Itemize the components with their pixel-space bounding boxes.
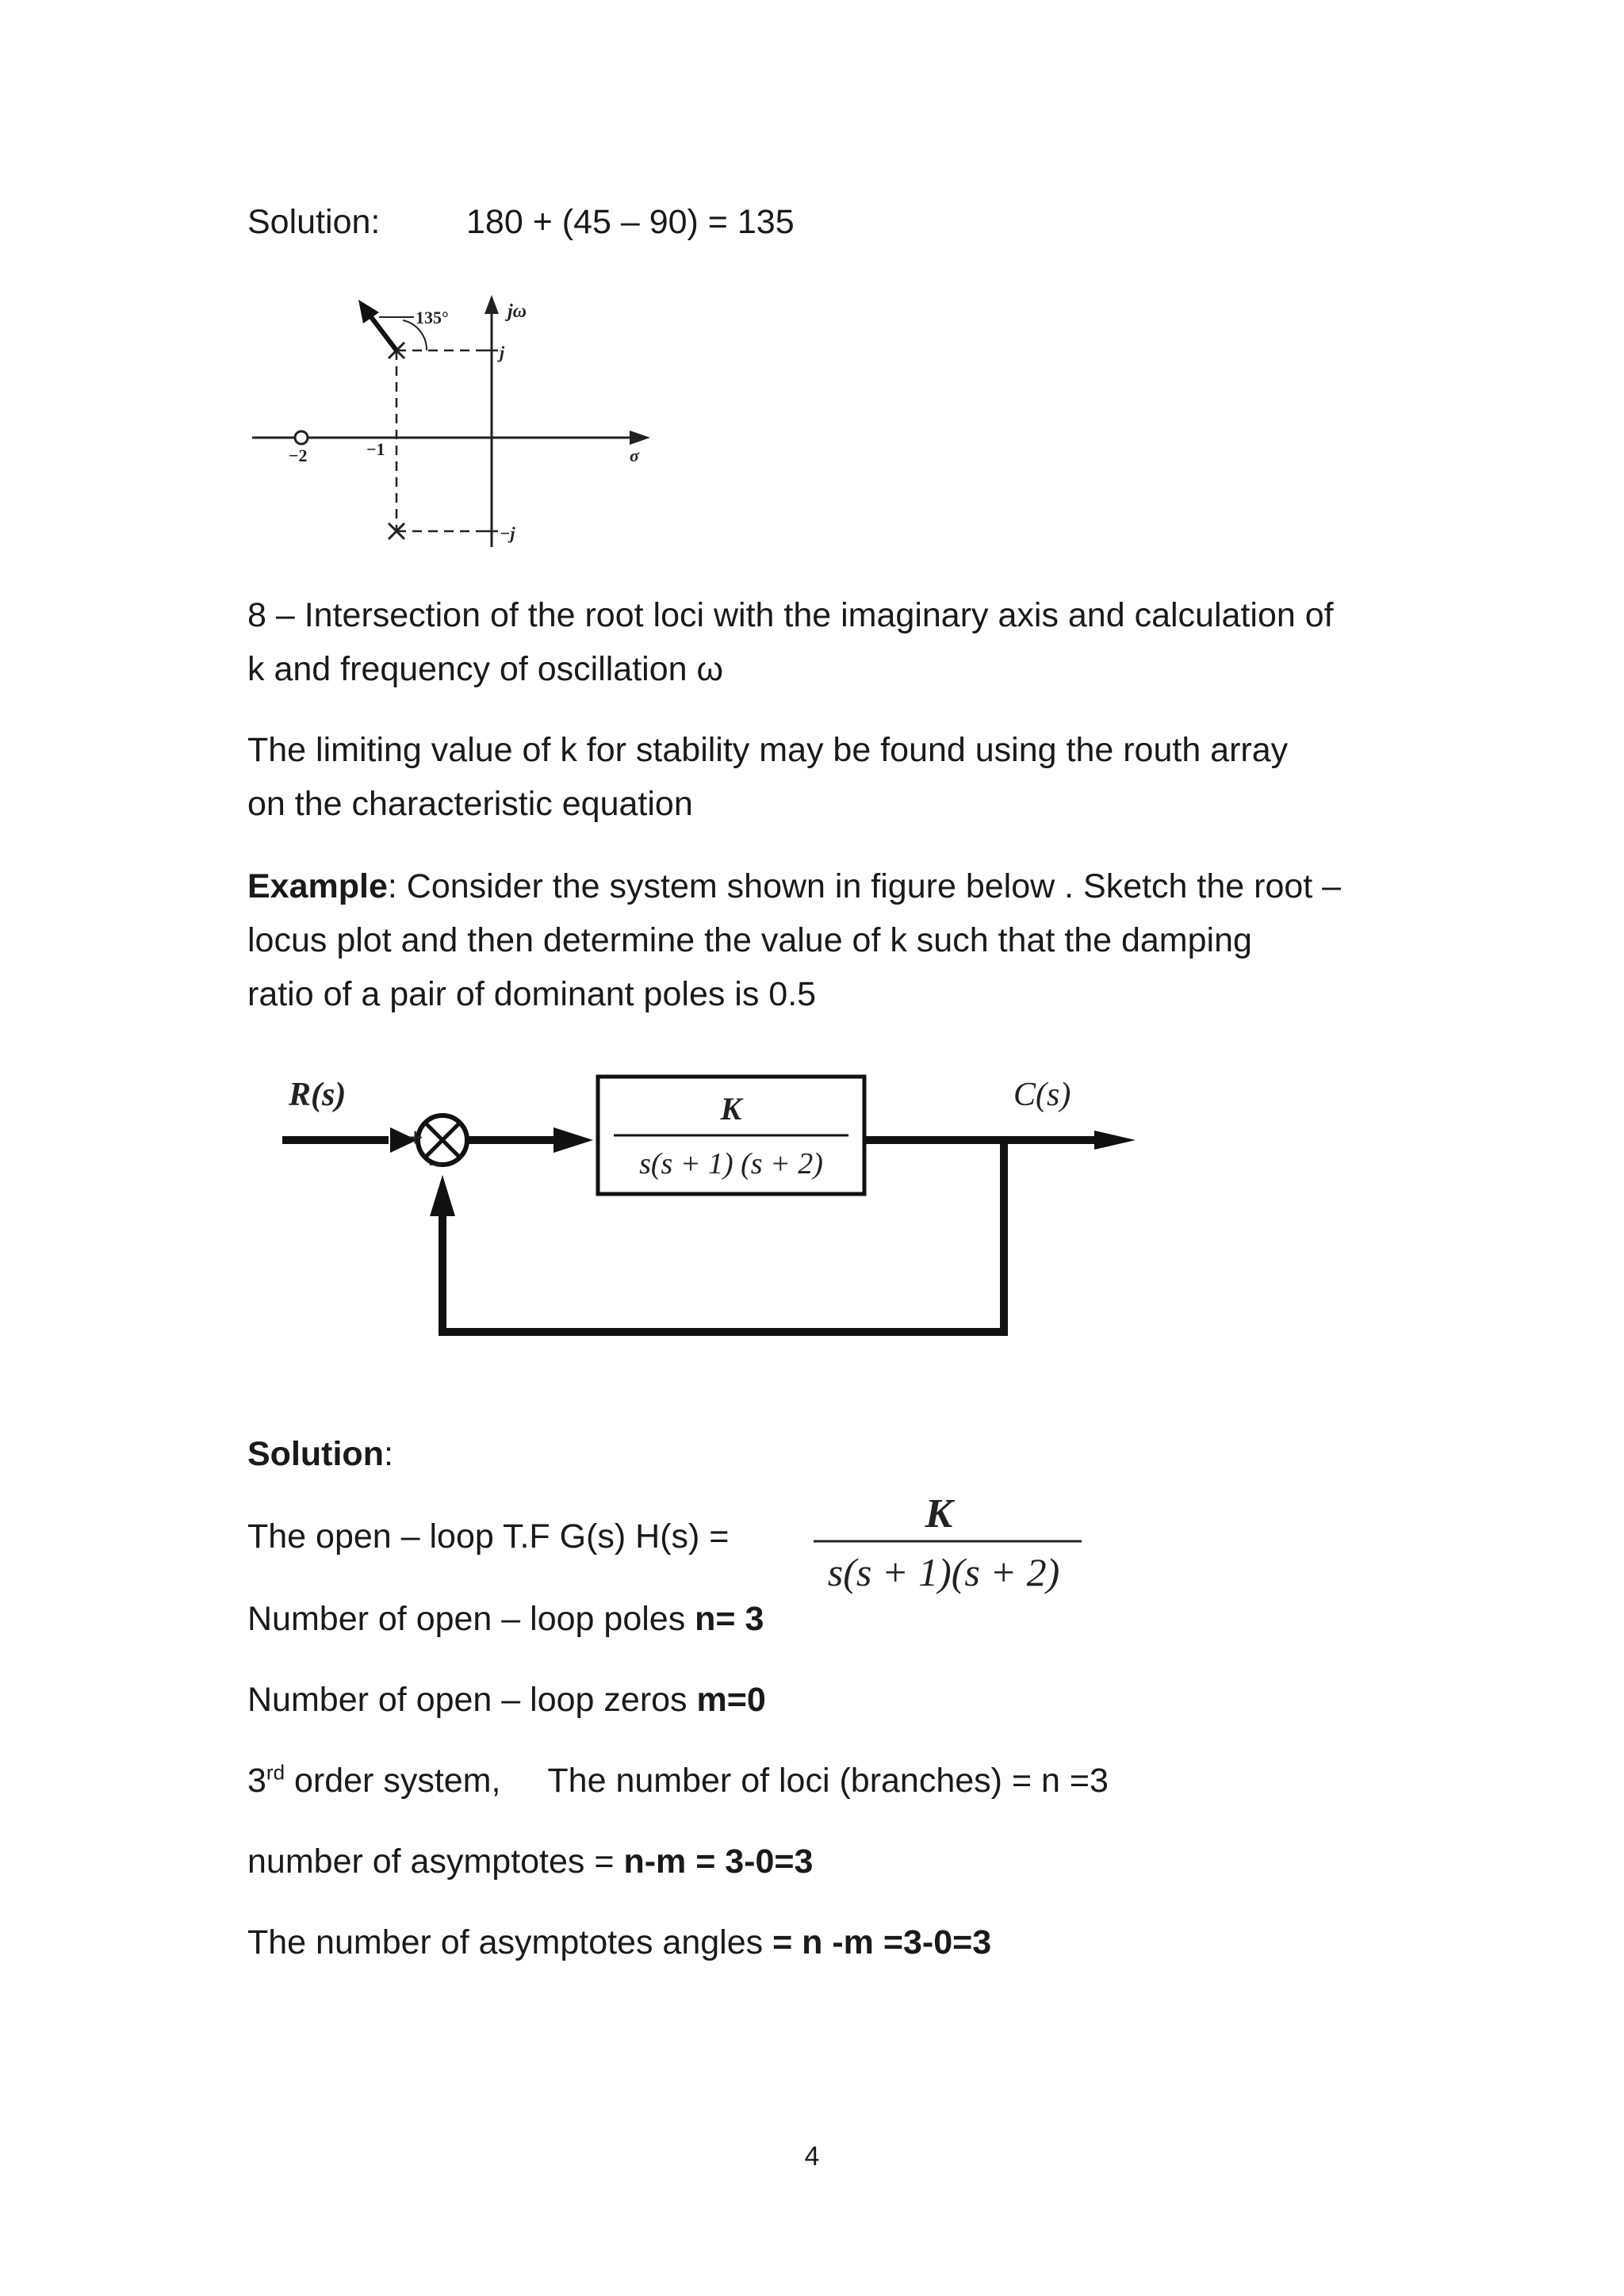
- poles-value: n= 3: [695, 1600, 764, 1638]
- zeros-line: Number of open – loop zeros m=0: [247, 1681, 766, 1719]
- tf-numerator: K: [925, 1491, 953, 1536]
- sigma-label: σ: [630, 446, 639, 465]
- asymptotes-value: n-m = 3-0=3: [623, 1843, 814, 1881]
- real-axis-arrow: [630, 430, 650, 445]
- example-label: Example: [247, 867, 388, 905]
- forward-arrowhead: [553, 1127, 593, 1153]
- block-numerator: K: [720, 1091, 742, 1127]
- solution-label: Solution:: [247, 203, 381, 241]
- tf-text: The open – loop T.F G(s) H(s) =: [247, 1517, 730, 1556]
- j-label: j: [500, 342, 505, 362]
- asymptote-angles-value: = n -m =3-0=3: [772, 1923, 992, 1961]
- angle-of-departure-figure: [238, 285, 666, 563]
- tf-fraction: [809, 1483, 1102, 1601]
- minus-sign: −: [428, 1150, 444, 1180]
- angle-label: 135°: [416, 308, 449, 327]
- solution2-label: Solution: [247, 1435, 384, 1473]
- neg2-label: −2: [289, 446, 308, 465]
- poles-line: Number of open – loop poles n= 3: [247, 1600, 764, 1638]
- block-diagram: [270, 1054, 1158, 1348]
- zero-marker: [295, 431, 308, 444]
- feedback-arrowhead: [430, 1175, 455, 1216]
- solution2-heading: Solution:: [247, 1435, 393, 1473]
- example-line3: ratio of a pair of dominant poles is 0.5: [247, 975, 817, 1013]
- block-denominator: s(s + 1) (s + 2): [639, 1147, 823, 1181]
- output-arrowhead: [1094, 1131, 1136, 1150]
- limit-text-line1: The limiting value of k for stability may be found using the routh array: [247, 731, 1289, 769]
- order-line: 3rd order system, The number of loci (branches) = n =3: [247, 1760, 1109, 1800]
- section8-line2: k and frequency of oscillation ω: [247, 650, 724, 688]
- example-line1: [247, 859, 1341, 913]
- output-label: C(s): [1013, 1077, 1071, 1113]
- section8-line1: 8 – Intersection of the root loci with the imaginary axis and calculation of: [247, 596, 1334, 634]
- asymptotes-line: number of asymptotes = n-m = 3-0=3: [247, 1843, 814, 1881]
- limit-text-line2: on the characteristic equation: [247, 785, 693, 823]
- tf-denominator: s(s + 1)(s + 2): [827, 1550, 1060, 1594]
- example-line1-rest: : Consider the system shown in figure below . Sketch the root –: [387, 867, 1342, 905]
- plus-sign: +: [408, 1123, 423, 1153]
- neg-j-label: −j: [500, 523, 515, 543]
- jw-label: jω: [508, 301, 527, 322]
- page-number: 4: [804, 2141, 820, 2172]
- imaginary-axis-arrow: [485, 295, 499, 314]
- example-line2: locus plot and then determine the value of k such that the damping: [247, 921, 1252, 959]
- zeros-value: m=0: [696, 1681, 766, 1719]
- solution-equation: 180 + (45 – 90) = 135: [466, 203, 795, 241]
- asymptote-angles-line: The number of asymptotes angles = n -m =3-0=3: [247, 1923, 992, 1961]
- neg1-label: −1: [366, 439, 385, 459]
- order-superscript: rd: [266, 1760, 285, 1785]
- input-label: R(s): [289, 1077, 347, 1113]
